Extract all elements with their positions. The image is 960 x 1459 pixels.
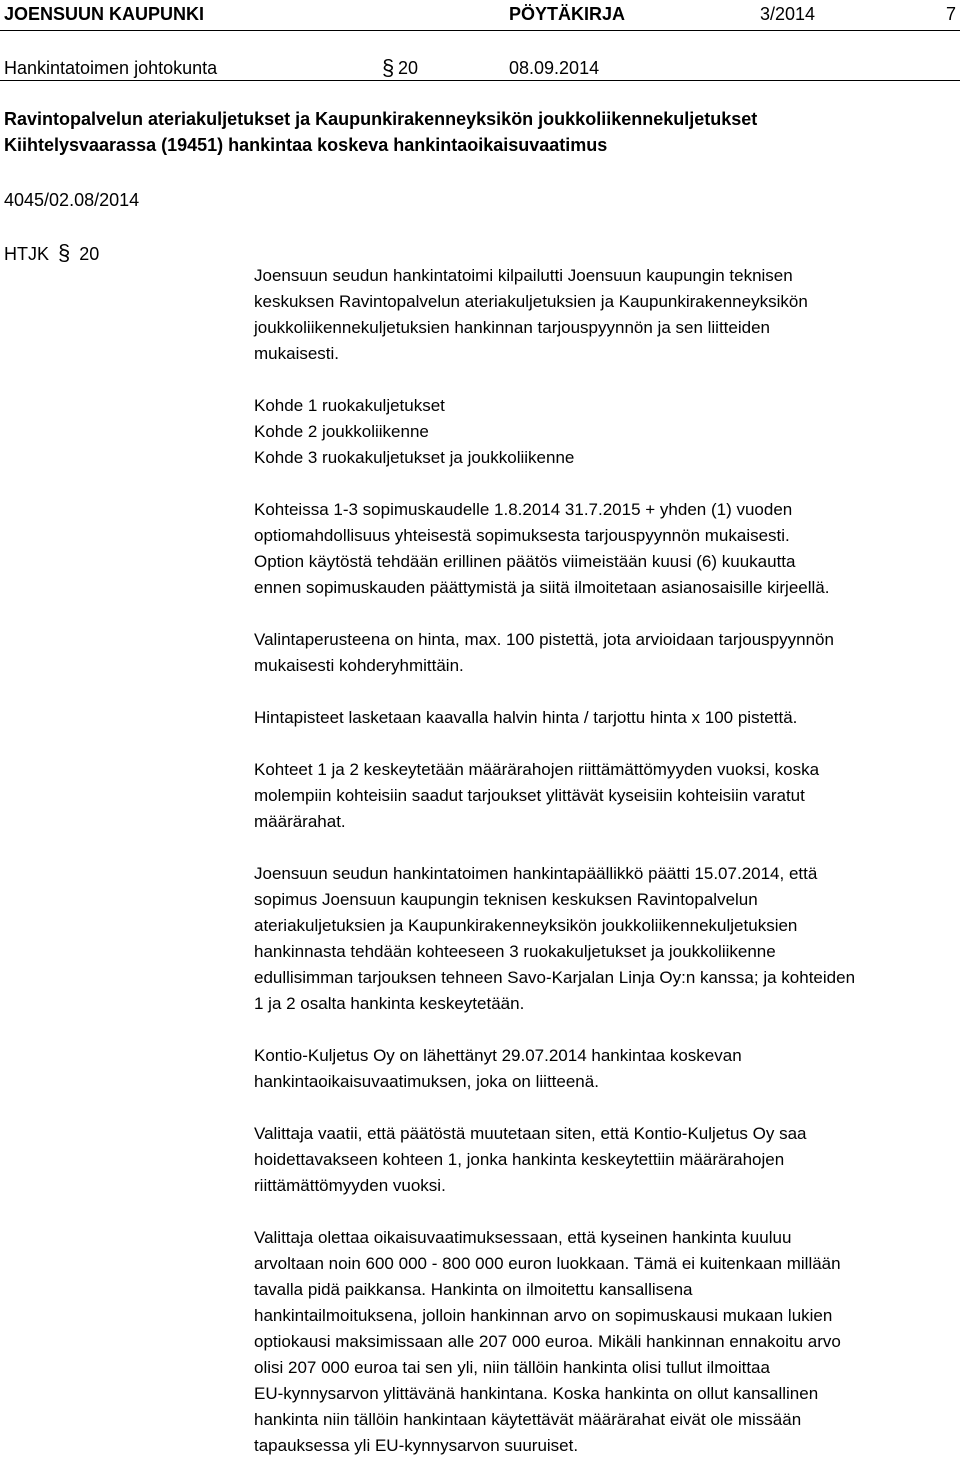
paragraph-appeal (254, 1043, 954, 1095)
text-line: molempiin kohteisiin saadut tarjoukset ylittävät kyseisiin kohteisiin varatut (254, 786, 805, 805)
paragraph-formula (254, 705, 954, 731)
document-type: PÖYTÄKIRJA (509, 4, 626, 24)
text-line: Joensuun seudun hankintatoimen hankintapäällikkö päätti 15.07.2014, että (254, 864, 818, 883)
text-line: Valintaperusteena on hinta, max. 100 pistettä, jota arvioidaan tarjouspyynnön (254, 630, 834, 649)
text-line: hankinta niin tällöin hankintaan käytettävät määrärahat eivät ole missään (254, 1410, 802, 1429)
text-line: mukaisesti kohderyhmittäin. (254, 656, 464, 675)
text-line: optiomahdollisuus yhteisestä sopimuksesta tarjouspyynnön mukaisesti. (254, 526, 790, 545)
paragraph-response (254, 1225, 954, 1459)
text-line: riittämättömyyden vuoksi. (254, 1176, 446, 1195)
text-line: Valittaja olettaa oikaisuvaatimuksessaan, että kyseinen hankinta kuuluu (254, 1228, 792, 1247)
section-number: 20 (398, 58, 419, 78)
text-line: ateriakuljetuksien ja Kaupunkirakenneyksikön joukkoliikennekuljetuksien (254, 916, 798, 935)
target-item: Kohde 2 joukkoliikenne (254, 422, 429, 441)
header-rule-bottom (0, 80, 960, 81)
paragraph-decision (254, 861, 954, 1017)
target-item: Kohde 3 ruokakuljetukset ja joukkoliikenne (254, 448, 575, 467)
text-line: sopimus Joensuun kaupungin teknisen keskuksen Ravintopalvelun (254, 890, 758, 909)
page-number: 7 (946, 4, 957, 24)
text-line: Option käytöstä tehdään erillinen päätös viimeistään kuusi (6) kuukautta (254, 552, 796, 571)
title-line: Kiihtelysvaarassa (19451) hankintaa koskeva hankintaoikaisuvaatimus (4, 135, 608, 155)
paragraph-intro (254, 263, 954, 367)
meeting-date: 08.09.2014 (509, 58, 600, 78)
text-line: tavalla pidä paikkansa. Hankinta on ilmoitettu kansallisena (254, 1280, 693, 1299)
htjk-section-sign: § (58, 240, 71, 265)
text-line: hankintaoikaisuvaatimuksen, joka on liitteenä. (254, 1072, 599, 1091)
text-line: 1 ja 2 osalta hankinta keskeytetään. (254, 994, 525, 1013)
text-line: Valittaja vaatii, että päätöstä muutetaan siten, että Kontio-Kuljetus Oy saa (254, 1124, 807, 1143)
text-line: hankinnasta tehdään kohteeseen 3 ruokakuljetukset ja joukkoliikenne (254, 942, 776, 961)
text-line: mukaisesti. (254, 344, 340, 363)
header-rule-top (0, 30, 960, 31)
paragraph-option (254, 549, 954, 601)
paragraph-demand (254, 1121, 954, 1199)
text-line: keskuksen Ravintopalvelun ateriakuljetuksien ja Kaupunkirakenneyksikön (254, 292, 808, 311)
text-line: EU-kynnysarvon ylittävänä hankintana. Koska hankinta on ollut kansallinen (254, 1384, 819, 1403)
text-line: määrärahat. (254, 812, 346, 831)
text-line: Joensuun seudun hankintatoimi kilpailutti Joensuun kaupungin teknisen (254, 266, 793, 285)
meeting-header (0, 55, 960, 81)
text-line: arvoltaan noin 600 000 - 800 000 euron luokkaan. Tämä ei kuitenkaan millään (254, 1254, 841, 1273)
text-line: Hintapisteet lasketaan kaavalla halvin hinta / tarjottu hinta x 100 pistettä. (254, 708, 798, 727)
organization-name: JOENSUUN KAUPUNKI (4, 4, 205, 24)
text-line: optiokausi maksimissaan alle 207 000 euroa. Mikäli hankinnan ennakoitu arvo (254, 1332, 841, 1351)
text-line: Kohteet 1 ja 2 keskeytetään määrärahojen riittämättömyyden vuoksi, koska (254, 760, 820, 779)
document-header (0, 1, 960, 27)
paragraph-targets (254, 393, 954, 471)
text-line: tapauksessa yli EU-kynnysarvon suuruiset. (254, 1436, 579, 1455)
section-sign: § (382, 55, 395, 80)
board-name: Hankintatoimen johtokunta (4, 58, 218, 78)
document-body (254, 263, 954, 1459)
text-line: olisi 207 000 euroa tai sen yli, niin tällöin hankinta olisi tullut ilmoittaa (254, 1358, 770, 1377)
text-line: joukkoliikennekuljetuksien hankinnan tarjouspyynnön ja sen liitteiden (254, 318, 771, 337)
htjk-label: HTJK (4, 244, 49, 264)
target-item: Kohde 1 ruokakuljetukset (254, 396, 445, 415)
text-line: Kohteissa 1-3 sopimuskaudelle 1.8.2014 31.7.2015 + yhden (1) vuoden (254, 500, 793, 519)
text-line: Kontio-Kuljetus Oy on lähettänyt 29.07.2014 hankintaa koskevan (254, 1046, 742, 1065)
text-line: hoidettavakseen kohteen 1, jonka hankinta keskeytettiin määrärahojen (254, 1150, 785, 1169)
issue-number: 3/2014 (760, 4, 816, 24)
title-line: Ravintopalvelun ateriakuljetukset ja Kaupunkirakenneyksikön joukkoliikennekuljetukset (4, 109, 758, 129)
htjk-reference (4, 240, 99, 267)
paragraph-suspension (254, 757, 954, 835)
paragraph-contract-period (254, 497, 954, 549)
document-number: 4045/02.08/2014 (4, 190, 140, 210)
text-line: edullisimman tarjouksen tehneen Savo-Karjalan Linja Oy:n kanssa; ja kohteiden (254, 968, 856, 987)
text-line: ennen sopimuskauden päättymistä ja siitä ilmoitetaan asianosaisille kirjeellä. (254, 578, 830, 597)
htjk-number: 20 (79, 244, 100, 264)
paragraph-criteria (254, 627, 954, 679)
page-title (4, 106, 944, 158)
text-line: hankintailmoituksena, jolloin hankinnan arvo on sopimuskausi mukaan lukien (254, 1306, 833, 1325)
